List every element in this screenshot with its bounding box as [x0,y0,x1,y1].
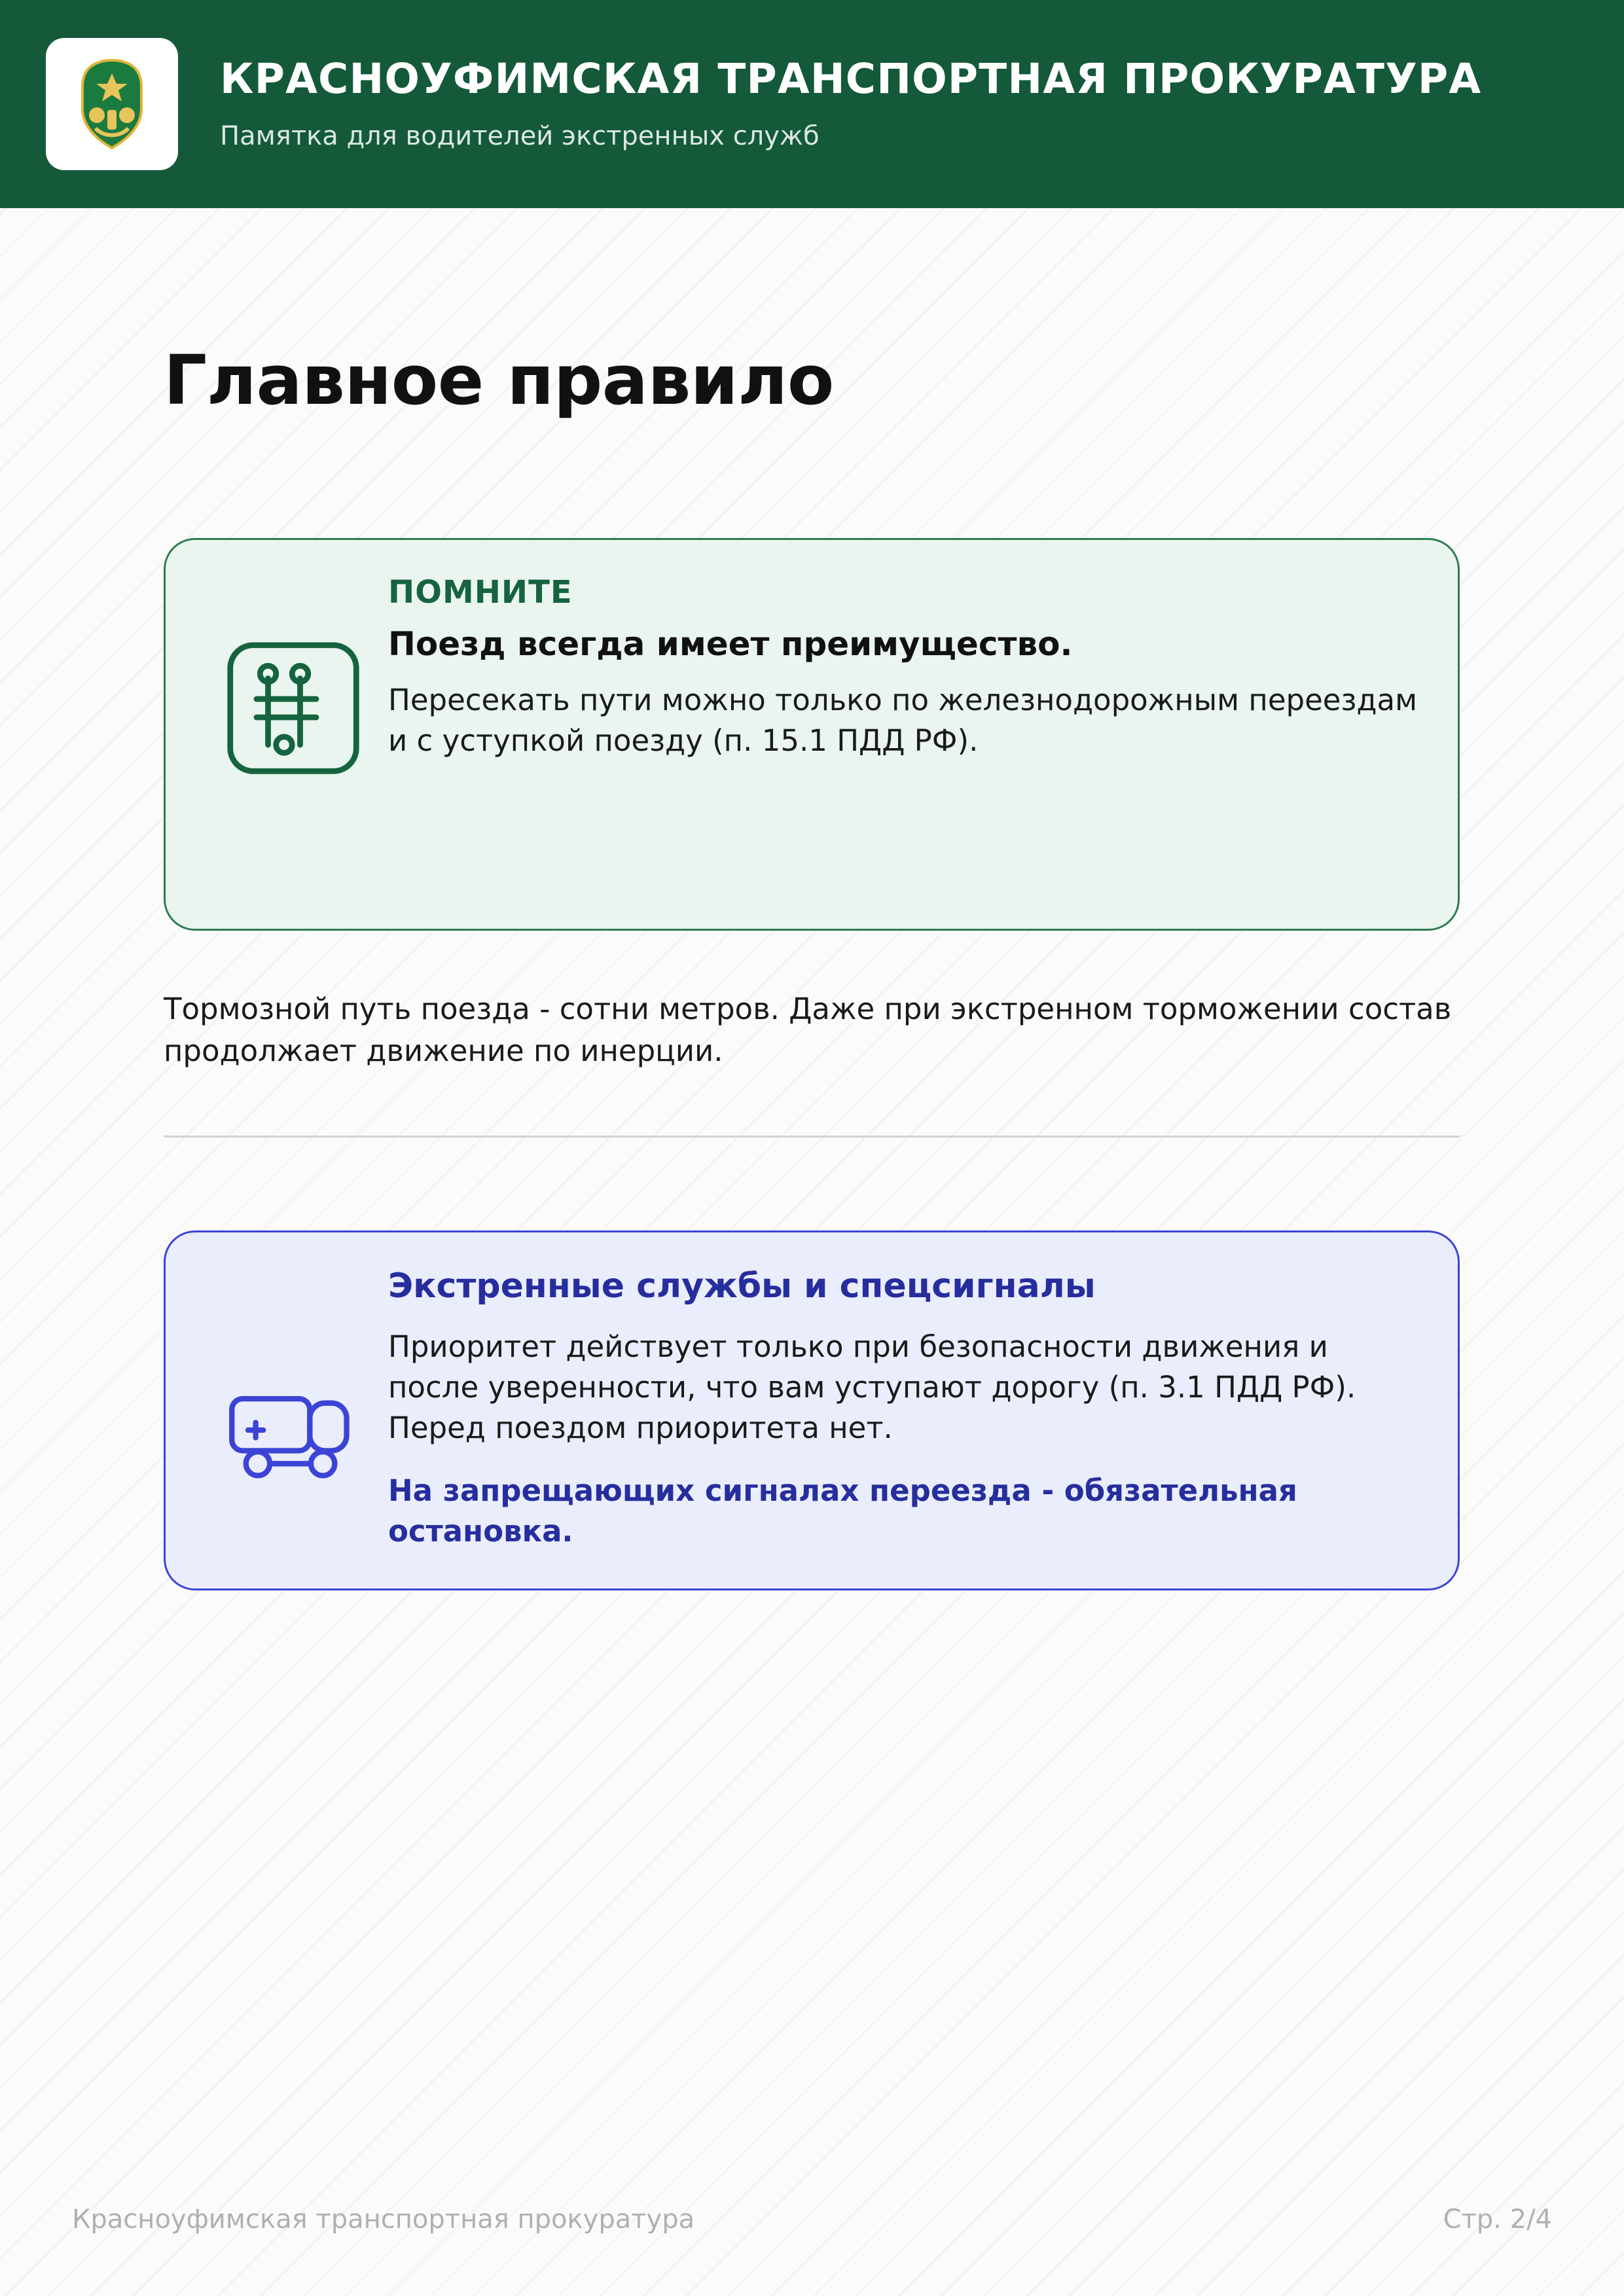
footer-page-number: Стр. 2/4 [1443,2204,1552,2234]
section-divider [164,1136,1460,1138]
remember-card [164,538,1460,931]
emergency-card-text-column [382,1266,1418,1552]
ambulance-icon [223,1378,364,1552]
remember-card-icon-column [205,574,382,892]
braking-distance-paragraph: Тормозной путь поезда - сотни метров. Даже при экстренном торможении состав продолжает движение по инерции. [164,992,1452,1068]
emergency-card-icon-column [205,1266,382,1552]
emergency-card-title: Экстренные службы и спецсигналы [388,1266,1096,1306]
emblem-container [46,38,178,170]
header-subtitle: Памятка для водителей экстренных служб [220,121,820,152]
emergency-card-body: Приоритет действует только при безопасности движения и после уверенности, что вам уступают дорогу (п. 3.1 ПДД РФ). Перед поездом приоритета нет. [388,1329,1356,1446]
railway-crossing-icon [225,639,362,892]
page-header [0,0,1624,208]
remember-card-body: Пересекать пути можно только по железнодорожным переездам и с уступкой поезду (п. 15.1 ПДД РФ). [388,683,1418,759]
emergency-services-card [164,1230,1460,1590]
header-text-group [220,54,1482,152]
emergency-card-highlight: На запрещающих сигналах переезда - обязательная остановка. [388,1473,1297,1549]
page-title: Главное правило [164,340,834,420]
header-title: КРАСНОУФИМСКАЯ ТРАНСПОРТНАЯ ПРОКУРАТУРА [220,54,1482,103]
russian-coat-of-arms-icon [69,55,154,153]
remember-card-tag: ПОМНИТЕ [388,574,573,611]
remember-card-text-column [382,574,1418,892]
footer-organization: Красноуфимская транспортная прокуратура [72,2204,695,2234]
remember-card-lead: Поезд всегда имеет преимущество. [388,625,1073,663]
